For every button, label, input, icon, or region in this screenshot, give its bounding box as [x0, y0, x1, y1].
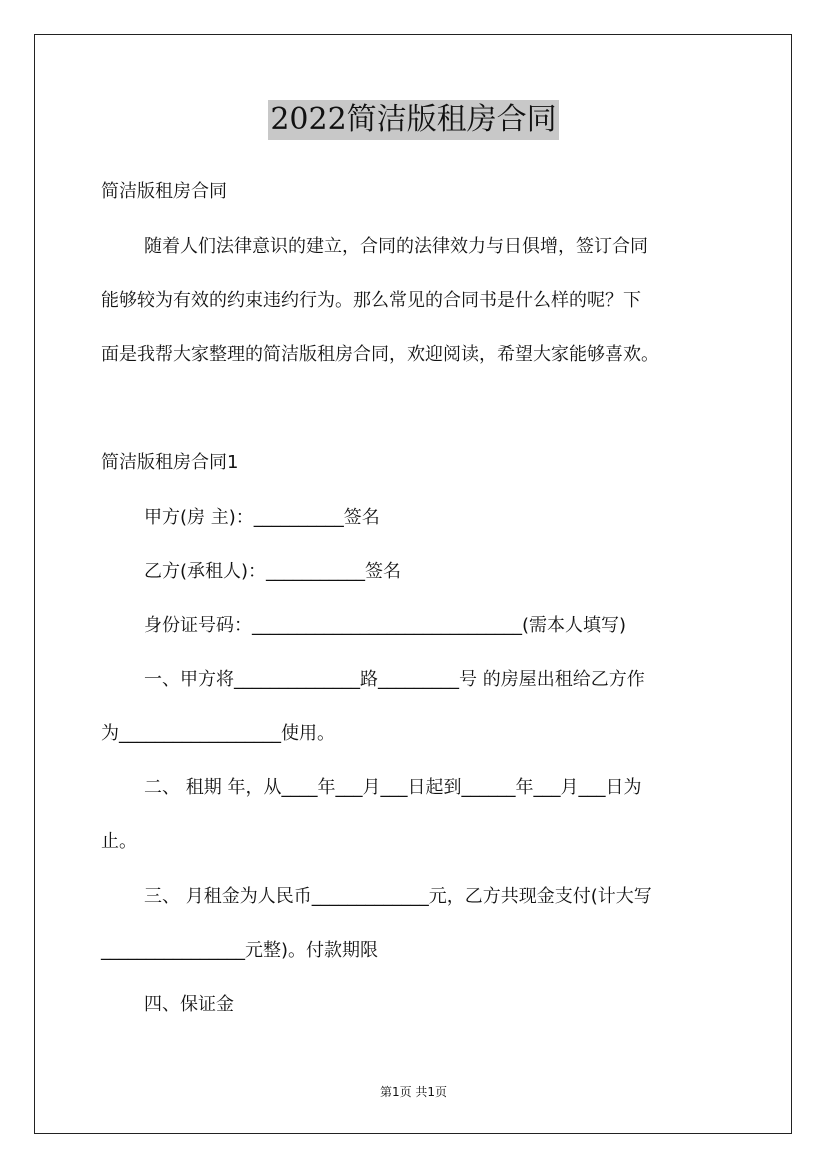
document-title: 2022简洁版租房合同	[268, 100, 558, 140]
section-title: 简洁版租房合同1	[101, 452, 239, 473]
page-footer: 第1页 共1页	[379, 1085, 448, 1099]
party-b-line: 乙方(承租人)：___________签名	[144, 561, 402, 582]
title-container	[0, 100, 827, 140]
subtitle: 简洁版租房合同	[101, 181, 227, 202]
clause-3-line-1: 三、 月租金为人民币_____________元，乙方共现金支付(计大写	[144, 886, 652, 907]
party-a-line: 甲方(房 主)：__________签名	[144, 507, 380, 528]
intro-line-3: 面是我帮大家整理的简洁版租房合同，欢迎阅读，希望大家能够喜欢。	[101, 344, 659, 365]
id-number-line: 身份证号码：______________________________(需本人填写)	[144, 615, 627, 636]
intro-line-1: 随着人们法律意识的建立，合同的法律效力与日俱增，签订合同	[144, 236, 648, 257]
clause-1-line-1: 一、甲方将______________路_________号 的房屋出租给乙方作	[144, 669, 645, 690]
clause-2-line-1: 二、 租期 年，从____年___月___日起到______年___月___日为	[144, 777, 642, 798]
clause-3-line-2: ________________元整)。付款期限	[101, 940, 379, 961]
intro-line-2: 能够较为有效的约束违约行为。那么常见的合同书是什么样的呢？下	[101, 290, 641, 311]
clause-1-line-2: 为__________________使用。	[101, 723, 335, 744]
clause-2-line-2: 止。	[101, 831, 137, 852]
clause-4-line: 四、保证金	[144, 994, 234, 1015]
